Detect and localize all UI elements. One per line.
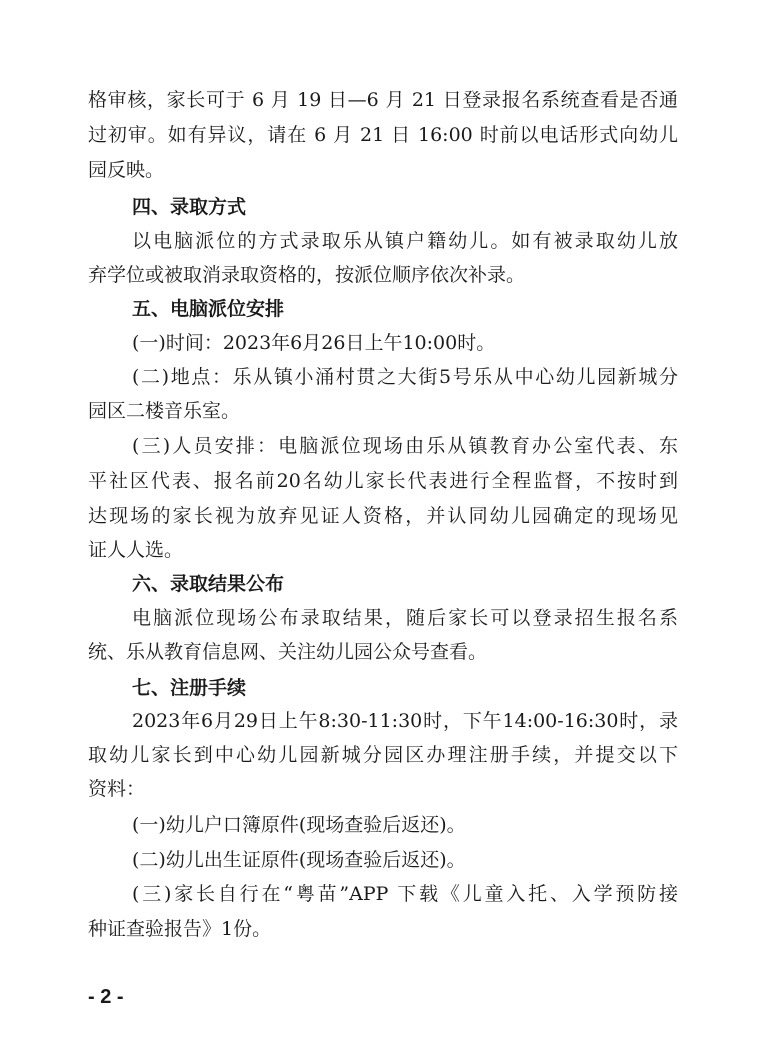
text-line: 过初审。如有异议，请在 6 月 21 日 16:00 时前以电话形式向幼儿 <box>88 124 678 146</box>
text-line: (三)人员安排：电脑派位现场由乐从镇教育办公室代表、东 <box>132 435 678 457</box>
text-line: 园区二楼音乐室。 <box>88 400 241 422</box>
text-line: 电脑派位现场公布录取结果，随后家长可以登录招生报名系 <box>132 607 678 629</box>
text-line: 平社区代表、报名前20名幼儿家长代表进行全程监督，不按时到 <box>88 470 678 492</box>
text-line: (二)幼儿出生证原件(现场查验后返还)。 <box>132 849 466 871</box>
text-line: (二)地点：乐从镇小涌村贯之大街5号乐从中心幼儿园新城分 <box>132 366 678 388</box>
text-line: 格审核，家长可于 6 月 19 日—6 月 21 日登录报名系统查看是否通 <box>88 89 678 111</box>
text-line: (一)幼儿户口簿原件(现场查验后返还)。 <box>132 814 466 836</box>
text-line: 证人人选。 <box>88 539 184 561</box>
page-number: - 2 - <box>88 986 124 1008</box>
section-heading: 五、电脑派位安排 <box>132 298 285 320</box>
text-line: (三)家长自行在“粤苗”APP 下载《儿童入托、入学预防接 <box>132 883 678 905</box>
text-line: 达现场的家长视为放弃见证人资格，并认同幼儿园确定的现场见 <box>88 505 678 527</box>
text-line: 取幼儿家长到中心幼儿园新城分园区办理注册手续，并提交以下 <box>88 744 678 766</box>
section-heading: 四、录取方式 <box>132 196 247 218</box>
text-line: 以电脑派位的方式录取乐从镇户籍幼儿。如有被录取幼儿放 <box>132 230 678 252</box>
section-heading: 七、注册手续 <box>132 677 247 699</box>
text-line: 种证查验报告》1份。 <box>88 918 272 940</box>
text-line: (一)时间：2023年6月26日上午10:00时。 <box>132 332 496 354</box>
text-line: 弃学位或被取消录取资格的，按派位顺序依次补录。 <box>88 264 526 286</box>
text-line: 园反映。 <box>88 159 165 181</box>
text-line: 资料： <box>88 778 146 800</box>
text-line: 2023年6月29日上午8:30-11:30时，下午14:00-16:30时，录 <box>132 710 678 732</box>
section-heading: 六、录取结果公布 <box>132 573 285 595</box>
text-line: 统、乐从教育信息网、关注幼儿园公众号查看。 <box>88 641 488 663</box>
